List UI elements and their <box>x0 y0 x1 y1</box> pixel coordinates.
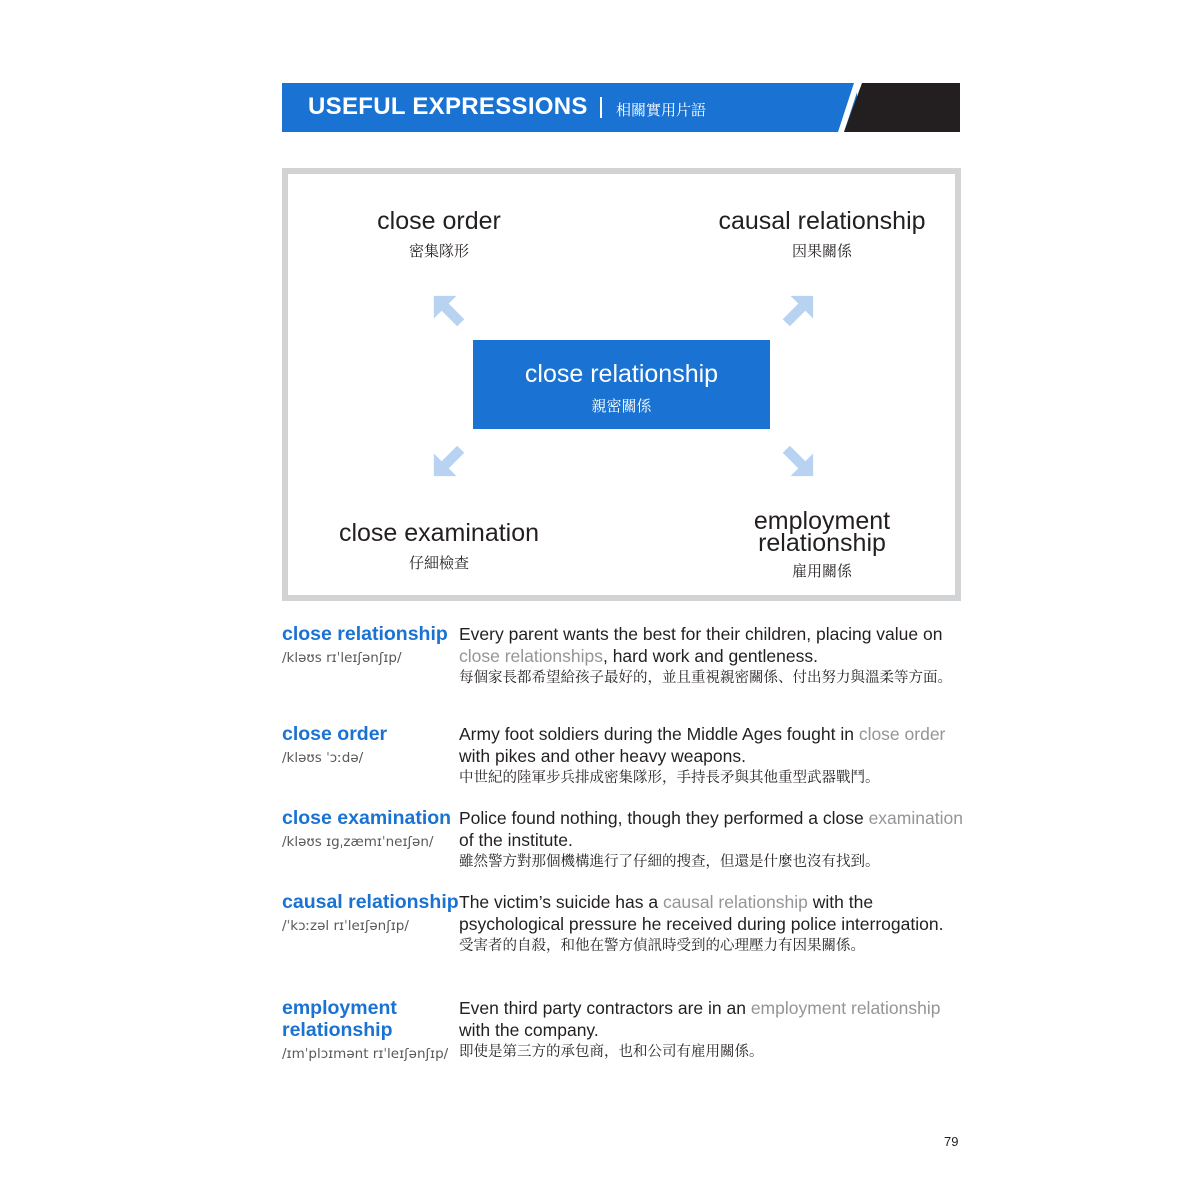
node-term: close order <box>377 207 501 235</box>
example-translation: 中世紀的陸軍步兵排成密集隊形，手持長矛與其他重型武器戰鬥。 <box>459 770 880 786</box>
term-pronunciation: /ˈkɔːzəl rɪˈleɪʃənʃɪp/ <box>282 918 409 934</box>
sentence-text: of the institute. <box>459 830 573 850</box>
entry-term <box>282 997 457 1065</box>
arrow-up-right-icon <box>777 288 821 332</box>
node-term: close examination <box>338 519 540 547</box>
term-text: close relationship <box>282 623 448 645</box>
sentence-text: The victim’s suicide has a <box>459 892 663 912</box>
sentence-highlight: employment relationship <box>750 998 941 1018</box>
sentence-text: with pikes and other heavy weapons. <box>459 746 746 766</box>
term-pronunciation: /kləʊs ɪgˌzæmɪˈneɪʃən/ <box>282 834 434 850</box>
term-text: close examination <box>282 807 452 829</box>
center-term: close relationship <box>524 360 719 388</box>
entry-example <box>459 997 964 1062</box>
sentence-highlight: causal relationship <box>662 892 808 912</box>
example-translation: 雖然警方對那個機構進行了仔細的搜查，但還是什麼也沒有找到。 <box>459 854 880 870</box>
sentence-highlight: close order <box>858 724 946 744</box>
sentence-highlight: close relationships <box>459 646 603 666</box>
arrow-down-right-icon <box>777 440 821 484</box>
sentence-highlight: examination <box>868 808 963 828</box>
arrow-up-left-icon <box>426 288 470 332</box>
diagram-node-top-left <box>334 208 544 261</box>
term-pronunciation: /kləʊs rɪˈleɪʃənʃɪp/ <box>282 650 402 666</box>
diagram-center-node <box>473 340 770 429</box>
node-term: causal relationship <box>718 207 926 235</box>
node-translation: 雇用關係 <box>791 562 852 580</box>
sentence-text: Army foot soldiers during the Middle Ages fought in <box>459 724 859 744</box>
term-text: employment relationship <box>282 997 397 1041</box>
sentence-text: with the psychological pressure he received during police interrogation. <box>459 892 944 934</box>
sentence-text: Even third party contractors are in an <box>459 998 751 1018</box>
example-translation: 受害者的自殺，和他在警方偵訊時受到的心理壓力有因果關係。 <box>459 938 865 954</box>
node-translation: 仔細檢查 <box>408 554 469 572</box>
sentence-text: with the company. <box>459 1020 599 1040</box>
example-sentence <box>459 891 964 935</box>
sentence-text: Police found nothing, though they performed a close <box>459 808 869 828</box>
node-translation: 因果關係 <box>791 242 852 260</box>
section-banner <box>282 83 960 132</box>
entry-example <box>459 723 964 788</box>
center-translation: 親密關係 <box>591 397 652 415</box>
section-subtitle: 相關實用片語 <box>616 101 707 119</box>
example-translation: 即使是第三方的承包商，也和公司有雇用關係。 <box>459 1044 764 1060</box>
term-text: close order <box>282 723 388 745</box>
banner-black-tab <box>844 83 960 132</box>
arrow-down-left-icon <box>426 440 470 484</box>
sentence-text: , hard work and gentleness. <box>602 646 818 666</box>
banner-separator <box>600 97 602 118</box>
term-pronunciation: /kləʊs ˈɔːdə/ <box>282 750 364 766</box>
example-sentence <box>459 807 964 851</box>
example-sentence <box>459 997 964 1041</box>
diagram-node-bottom-right <box>712 507 932 581</box>
example-sentence <box>459 623 964 667</box>
entry-example <box>459 623 964 688</box>
expression-diagram <box>282 168 961 601</box>
entry-term <box>282 723 457 769</box>
node-term-line1: employment <box>753 507 891 535</box>
entry-term <box>282 623 457 669</box>
node-translation: 密集隊形 <box>408 242 469 260</box>
term-pronunciation: /ɪmˈplɔɪmənt rɪˈleɪʃənʃɪp/ <box>282 1046 449 1062</box>
example-translation: 每個家長都希望給孩子最好的，並且重視親密關係、付出努力與溫柔等方面。 <box>459 670 952 686</box>
entry-example <box>459 807 964 872</box>
entry-example <box>459 891 964 956</box>
entry-term <box>282 807 462 853</box>
section-title: USEFUL EXPRESSIONS <box>308 93 588 120</box>
diagram-node-bottom-left <box>314 520 564 573</box>
entry-term <box>282 891 462 937</box>
example-sentence <box>459 723 964 767</box>
term-text: causal relationship <box>282 891 459 913</box>
node-term-line2: relationship <box>758 529 886 557</box>
diagram-node-top-right <box>692 208 952 261</box>
sentence-text: Every parent wants the best for their children, placing value on <box>459 624 943 644</box>
page-number: 79 <box>944 1134 959 1149</box>
